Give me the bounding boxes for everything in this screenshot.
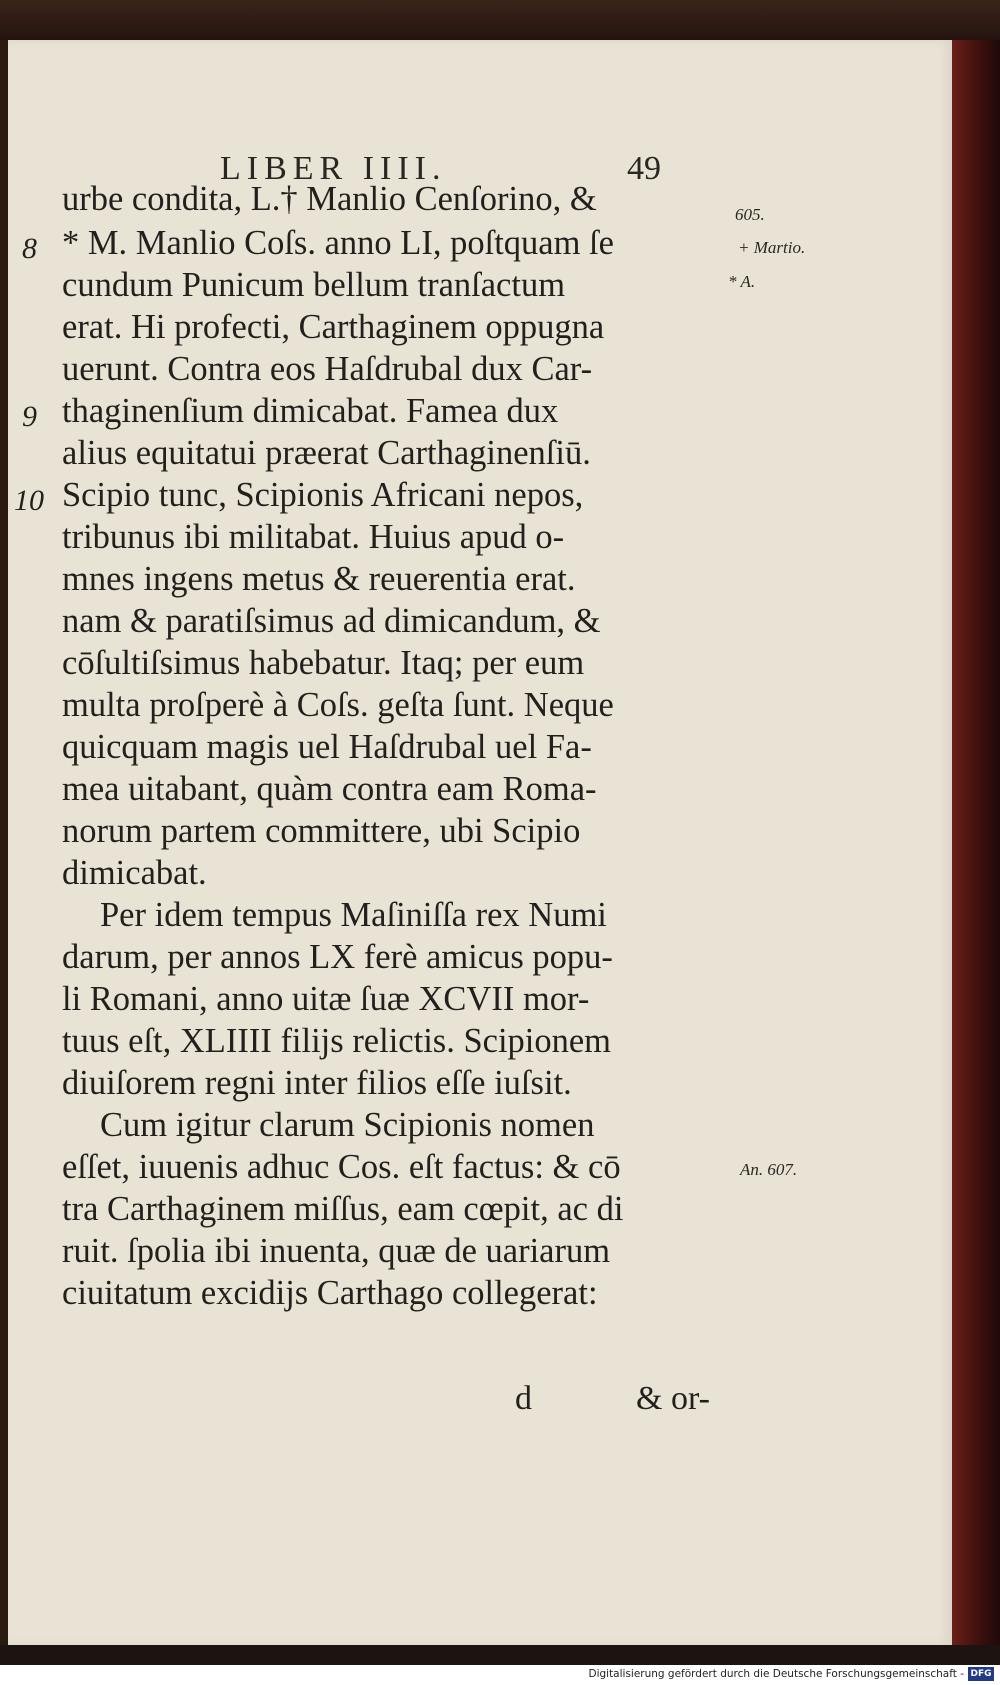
book-cover-edge <box>952 40 1000 1645</box>
text-line: tra Carthaginem miſſus, eam cœpit, ac di <box>62 1190 624 1228</box>
text-line: Cum igitur clarum Scipionis nomen <box>100 1106 595 1144</box>
text-line: cōſultiſsimus habebatur. Itaq; per eum <box>62 644 585 682</box>
text-line: Scipio tunc, Scipionis Africani nepos, <box>62 476 584 514</box>
text-line: uerunt. Contra eos Haſdrubal dux Car- <box>62 350 593 388</box>
margin-note: 605. <box>735 205 765 224</box>
footer-credit: Digitalisierung gefördert durch die Deutsche Forschungsgemeinschaft - <box>588 1668 964 1680</box>
text-line: Per idem tempus Maſiniſſa rex Numi <box>100 896 607 934</box>
text-line: nam & paratiſsimus ad dimicandum, & <box>62 602 601 640</box>
text-line: dimicabat. <box>62 854 207 892</box>
text-line: urbe condita, L.† Manlio Cenſorino, & <box>62 180 597 218</box>
text-line: li Romani, anno uitæ ſuæ XCVII mor- <box>62 980 590 1018</box>
text-line: quicquam magis uel Haſdrubal uel Fa- <box>62 728 592 766</box>
scan-background-top <box>0 0 1000 40</box>
text-line: tuus eſt, XLIIII filijs relictis. Scipionem <box>62 1022 612 1060</box>
text-line: tribunus ibi militabat. Huius apud o- <box>62 518 565 556</box>
running-title: LIBER IIII. <box>220 150 447 187</box>
text-line: alius equitatui præerat Carthaginenſiū. <box>62 434 591 472</box>
text-line: eſſet, iuuenis adhuc Cos. eſt factus: & cō <box>62 1148 621 1186</box>
text-line: erat. Hi profecti, Carthaginem oppugna <box>62 308 605 346</box>
catchword: & or- <box>636 1380 710 1417</box>
page-number: 49 <box>627 150 661 187</box>
margin-note: * A. <box>728 272 756 291</box>
section-number: 10 <box>14 484 44 517</box>
margin-note: + Martio. <box>738 238 806 257</box>
text-line: thaginenſium dimicabat. Famea dux <box>62 392 559 430</box>
text-line: ruit. ſpolia ibi inuenta, quæ de uariarum <box>62 1232 611 1270</box>
signature-mark: d <box>515 1380 532 1417</box>
text-line: * M. Manlio Coſs. anno LI, poſtquam ſe <box>62 224 614 262</box>
margin-note: An. 607. <box>740 1160 798 1179</box>
text-line: cundum Punicum bellum tranſactum <box>62 266 566 304</box>
text-line: darum, per annos LX ferè amicus popu- <box>62 938 613 976</box>
text-line: diuiſorem regni inter filios eſſe iuſsit. <box>62 1064 572 1102</box>
text-line: mea uitabant, quàm contra eam Roma- <box>62 770 597 808</box>
section-number: 8 <box>22 232 37 265</box>
text-line: mnes ingens metus & reuerentia erat. <box>62 560 576 598</box>
section-number: 9 <box>22 400 37 433</box>
text-line: multa proſperè à Coſs. geſta ſunt. Neque <box>62 686 614 724</box>
text-line: ciuitatum excidijs Carthago collegerat: <box>62 1274 598 1312</box>
text-line: norum partem committere, ubi Scipio <box>62 812 581 850</box>
dfg-logo: DFG <box>968 1667 994 1681</box>
